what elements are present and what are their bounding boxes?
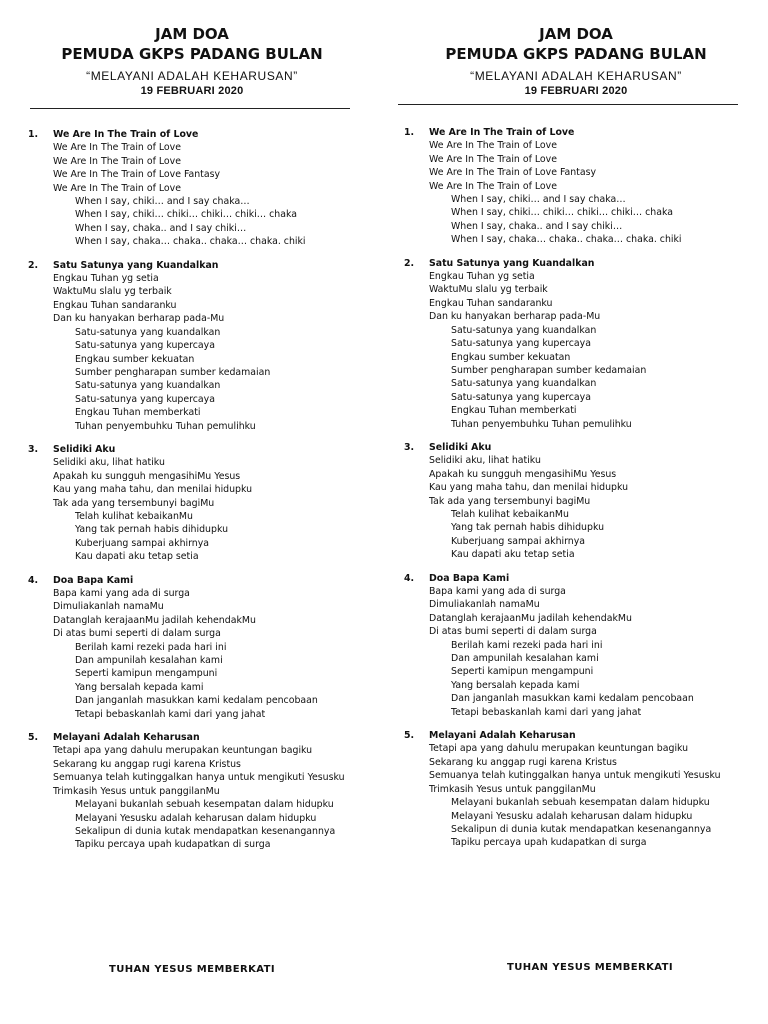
lyric-line-indented: When I say, chiki… and I say chaka… — [451, 194, 626, 206]
lyric-line: WaktuMu slalu yg terbaik — [429, 284, 548, 296]
lyric-line-indented: Satu-satunya yang kuandalkan — [451, 378, 597, 390]
lyric-line-indented: Melayani Yesusku adalah keharusan dalam hidupku — [451, 810, 693, 822]
lyric-line-indented: Satu-satunya yang kuandalkan — [75, 380, 221, 392]
lyric-line: We Are In The Train of Love — [429, 180, 557, 192]
lyric-line-indented: When I say, chiki… chiki… chiki… chiki… chaka — [451, 207, 673, 219]
lyric-line: WaktuMu slalu yg terbaik — [53, 286, 172, 298]
song-title: We Are In The Train of Love — [53, 129, 199, 140]
lyric-line-indented: Tapiku percaya upah kudapatkan di surga — [451, 837, 647, 849]
lyric-line: Tak ada yang tersembunyi bagiMu — [429, 495, 591, 507]
song-heading — [28, 574, 378, 587]
lyric-line-indented: Kuberjuang sampai akhirnya — [451, 535, 586, 547]
lyric-line: Selidiki aku, lihat hatiku — [429, 455, 541, 467]
lyric-line-indented: Sekalipun di dunia kutak mendapatkan kesenangannya — [451, 823, 712, 835]
lyric-line-indented: Melayani bukanlah sebuah kesempatan dalam hidupku — [451, 797, 710, 809]
lyric-line: We Are In The Train of Love Fantasy — [429, 167, 597, 179]
lyric-line-indented: When I say, chaka.. and I say chiki… — [75, 222, 247, 234]
song-list — [404, 126, 764, 860]
header-subtitle: PEMUDA GKPS PADANG BULAN — [61, 45, 323, 63]
lyric-line: Di atas bumi seperti di dalam surga — [429, 626, 597, 638]
header-date: 19 FEBRUARI 2020 — [140, 85, 244, 97]
lyric-line-indented: Engkau Tuhan memberkati — [75, 407, 201, 419]
lyric-line: Dimuliakanlah namaMu — [429, 599, 540, 611]
song-block — [28, 574, 378, 721]
lyric-line: Engkau Tuhan yg setia — [429, 271, 535, 283]
lyric-line: Kau yang maha tahu, dan menilai hidupku — [53, 484, 253, 496]
divider — [398, 104, 738, 105]
song-block — [28, 259, 378, 433]
lyric-line-indented: Yang bersalah kepada kami — [75, 681, 204, 693]
lyric-line: We Are In The Train of Love — [429, 153, 557, 165]
song-number: 3. — [28, 443, 39, 455]
song-list — [28, 128, 378, 862]
lyric-line-indented: Satu-satunya yang kupercaya — [75, 340, 215, 352]
song-heading — [28, 259, 378, 272]
lyric-line-indented: Sekalipun di dunia kutak mendapatkan kesenangannya — [75, 825, 336, 837]
lyric-line: Engkau Tuhan sandaranku — [429, 297, 553, 309]
lyric-line: Dan ku hanyakan berharap pada-Mu — [429, 311, 601, 323]
lyric-line: Trimkasih Yesus untuk panggilanMu — [429, 783, 596, 795]
lyric-line-indented: Telah kulihat kebaikanMu — [451, 508, 569, 520]
lyric-line: Selidiki aku, lihat hatiku — [53, 457, 165, 469]
lyric-line: We Are In The Train of Love Fantasy — [53, 169, 221, 181]
song-title: Satu Satunya yang Kuandalkan — [429, 257, 595, 269]
lyric-line-indented: Kuberjuang sampai akhirnya — [75, 537, 210, 549]
lyric-line: Dimuliakanlah namaMu — [53, 601, 164, 613]
lyric-line-indented: Seperti kamipun mengampuni — [75, 668, 218, 680]
song-block — [404, 441, 764, 562]
lyric-line: Semuanya telah kutinggalkan hanya untuk mengikuti Yesusku — [429, 770, 721, 782]
lyric-line: Sekarang ku anggap rugi karena Kristus — [429, 756, 617, 768]
song-number: 1. — [404, 127, 415, 138]
song-heading — [28, 731, 378, 744]
header-motto: “MELAYANI ADALAH KEHARUSAN” — [86, 69, 298, 83]
lyric-line-indented: Satu-satunya yang kuandalkan — [451, 324, 597, 336]
header — [0, 24, 384, 98]
song-block — [28, 128, 378, 249]
song-title: Satu Satunya yang Kuandalkan — [53, 259, 219, 271]
lyric-line-indented: Dan ampunilah kesalahan kami — [451, 653, 599, 665]
lyric-line-indented: Kau dapati aku tetap setia — [75, 551, 199, 563]
lyric-line-indented: Sumber pengharapan sumber kedamaian — [451, 364, 647, 376]
song-heading — [404, 572, 764, 585]
lyric-line-indented: Dan ampunilah kesalahan kami — [75, 655, 223, 667]
song-number: 5. — [28, 732, 39, 744]
lyric-line-indented: Tetapi bebaskanlah kami dari yang jahat — [75, 708, 266, 720]
lyric-line: Kau yang maha tahu, dan menilai hidupku — [429, 482, 629, 494]
lyric-line-indented: Satu-satunya yang kuandalkan — [75, 326, 221, 338]
song-title: Doa Bapa Kami — [429, 572, 510, 584]
lyric-line-indented: Satu-satunya yang kupercaya — [451, 391, 591, 403]
lyric-line-indented: Tuhan penyembuhku Tuhan pemulihku — [75, 420, 256, 432]
lyric-line-indented: Yang bersalah kepada kami — [451, 679, 580, 691]
lyric-line: Engkau Tuhan yg setia — [53, 273, 159, 285]
lyric-line: Engkau Tuhan sandaranku — [53, 299, 177, 311]
lyric-line: Tetapi apa yang dahulu merupakan keuntungan bagiku — [53, 745, 313, 757]
lyric-line-indented: Yang tak pernah habis dihidupku — [451, 522, 605, 534]
lyric-line-indented: Tetapi bebaskanlah kami dari yang jahat — [451, 706, 642, 718]
lyric-line: Datanglah kerajaanMu jadilah kehendakMu — [429, 612, 632, 624]
lyric-line-indented: When I say, chaka… chaka.. chaka… chaka. chiki — [75, 236, 306, 248]
lyric-line: Semuanya telah kutinggalkan hanya untuk mengikuti Yesusku — [53, 772, 345, 784]
lyric-line-indented: Yang tak pernah habis dihidupku — [75, 524, 229, 536]
lyric-line-indented: Dan janganlah masukkan kami kedalam pencobaan — [75, 695, 318, 707]
lyric-line: Datanglah kerajaanMu jadilah kehendakMu — [53, 614, 256, 626]
footer-blessing: TUHAN YESUS MEMBERKATI — [507, 962, 673, 973]
header-motto: “MELAYANI ADALAH KEHARUSAN” — [470, 69, 682, 83]
song-block — [404, 572, 764, 719]
lyric-line-indented: Satu-satunya yang kupercaya — [451, 338, 591, 350]
header-date: 19 FEBRUARI 2020 — [524, 85, 628, 97]
song-number: 1. — [28, 129, 39, 140]
lyric-line-indented: When I say, chiki… and I say chaka… — [75, 196, 250, 208]
lyric-line: Bapa kami yang ada di surga — [429, 586, 566, 597]
song-number: 4. — [404, 572, 415, 584]
song-number: 2. — [404, 257, 415, 269]
lyric-line-indented: Telah kulihat kebaikanMu — [75, 510, 193, 522]
song-block — [404, 126, 764, 247]
song-title: We Are In The Train of Love — [429, 127, 575, 138]
lyric-line-indented: When I say, chaka.. and I say chiki… — [451, 220, 623, 232]
lyric-line-indented: When I say, chiki… chiki… chiki… chiki… chaka — [75, 209, 297, 221]
lyric-line: We Are In The Train of Love — [429, 140, 557, 152]
song-number: 3. — [404, 441, 415, 453]
song-block — [28, 731, 378, 852]
lyric-line-indented: Melayani Yesusku adalah keharusan dalam hidupku — [75, 812, 317, 824]
lyric-line-indented: Sumber pengharapan sumber kedamaian — [75, 366, 271, 378]
song-heading — [28, 443, 378, 456]
lyric-line: Tak ada yang tersembunyi bagiMu — [53, 497, 215, 509]
header-title: JAM DOA — [539, 25, 613, 43]
header — [384, 24, 768, 98]
song-heading — [28, 128, 378, 141]
lyric-line: Trimkasih Yesus untuk panggilanMu — [53, 785, 220, 797]
song-block — [404, 257, 764, 431]
lyric-line: We Are In The Train of Love — [53, 155, 181, 167]
lyric-line: We Are In The Train of Love — [53, 182, 181, 194]
header-subtitle: PEMUDA GKPS PADANG BULAN — [445, 45, 707, 63]
song-title: Doa Bapa Kami — [53, 574, 134, 586]
song-title: Melayani Adalah Keharusan — [429, 730, 576, 742]
song-heading — [404, 729, 764, 742]
lyric-line-indented: Seperti kamipun mengampuni — [451, 666, 594, 678]
lyric-line: Dan ku hanyakan berharap pada-Mu — [53, 313, 225, 325]
lyric-line: Apakah ku sungguh mengasihiMu Yesus — [429, 468, 617, 480]
lyric-line-indented: Berilah kami rezeki pada hari ini — [451, 639, 603, 651]
song-heading — [404, 257, 764, 270]
lyric-line-indented: Satu-satunya yang kupercaya — [75, 393, 215, 405]
lyric-line: Bapa kami yang ada di surga — [53, 588, 190, 599]
song-block — [404, 729, 764, 850]
song-number: 4. — [28, 574, 39, 586]
song-number: 2. — [28, 259, 39, 271]
song-block — [28, 443, 378, 564]
song-number: 5. — [404, 730, 415, 742]
song-title: Selidiki Aku — [53, 443, 116, 455]
divider — [30, 108, 350, 109]
header-title: JAM DOA — [155, 25, 229, 43]
lyric-line-indented: Kau dapati aku tetap setia — [451, 549, 575, 561]
lyric-line-indented: Tuhan penyembuhku Tuhan pemulihku — [451, 418, 632, 430]
lyric-line: Apakah ku sungguh mengasihiMu Yesus — [53, 470, 241, 482]
song-title: Selidiki Aku — [429, 441, 492, 453]
lyric-line-indented: Melayani bukanlah sebuah kesempatan dalam hidupku — [75, 799, 334, 811]
song-heading — [404, 441, 764, 454]
lyric-line-indented: Berilah kami rezeki pada hari ini — [75, 641, 227, 653]
lyric-line: Tetapi apa yang dahulu merupakan keuntungan bagiku — [429, 743, 689, 755]
right-sheet — [384, 0, 768, 1024]
lyric-line: We Are In The Train of Love — [53, 142, 181, 154]
lyric-line-indented: Tapiku percaya upah kudapatkan di surga — [75, 839, 271, 851]
lyric-line-indented: Dan janganlah masukkan kami kedalam pencobaan — [451, 693, 694, 705]
song-title: Melayani Adalah Keharusan — [53, 732, 200, 744]
lyric-line-indented: When I say, chaka… chaka.. chaka… chaka. chiki — [451, 234, 682, 246]
lyric-line-indented: Engkau sumber kekuatan — [451, 351, 571, 363]
lyric-line-indented: Engkau sumber kekuatan — [75, 353, 195, 365]
footer-blessing: TUHAN YESUS MEMBERKATI — [109, 964, 275, 975]
lyric-line-indented: Engkau Tuhan memberkati — [451, 405, 577, 417]
song-heading — [404, 126, 764, 139]
lyric-line: Di atas bumi seperti di dalam surga — [53, 628, 221, 640]
lyric-line: Sekarang ku anggap rugi karena Kristus — [53, 758, 241, 770]
